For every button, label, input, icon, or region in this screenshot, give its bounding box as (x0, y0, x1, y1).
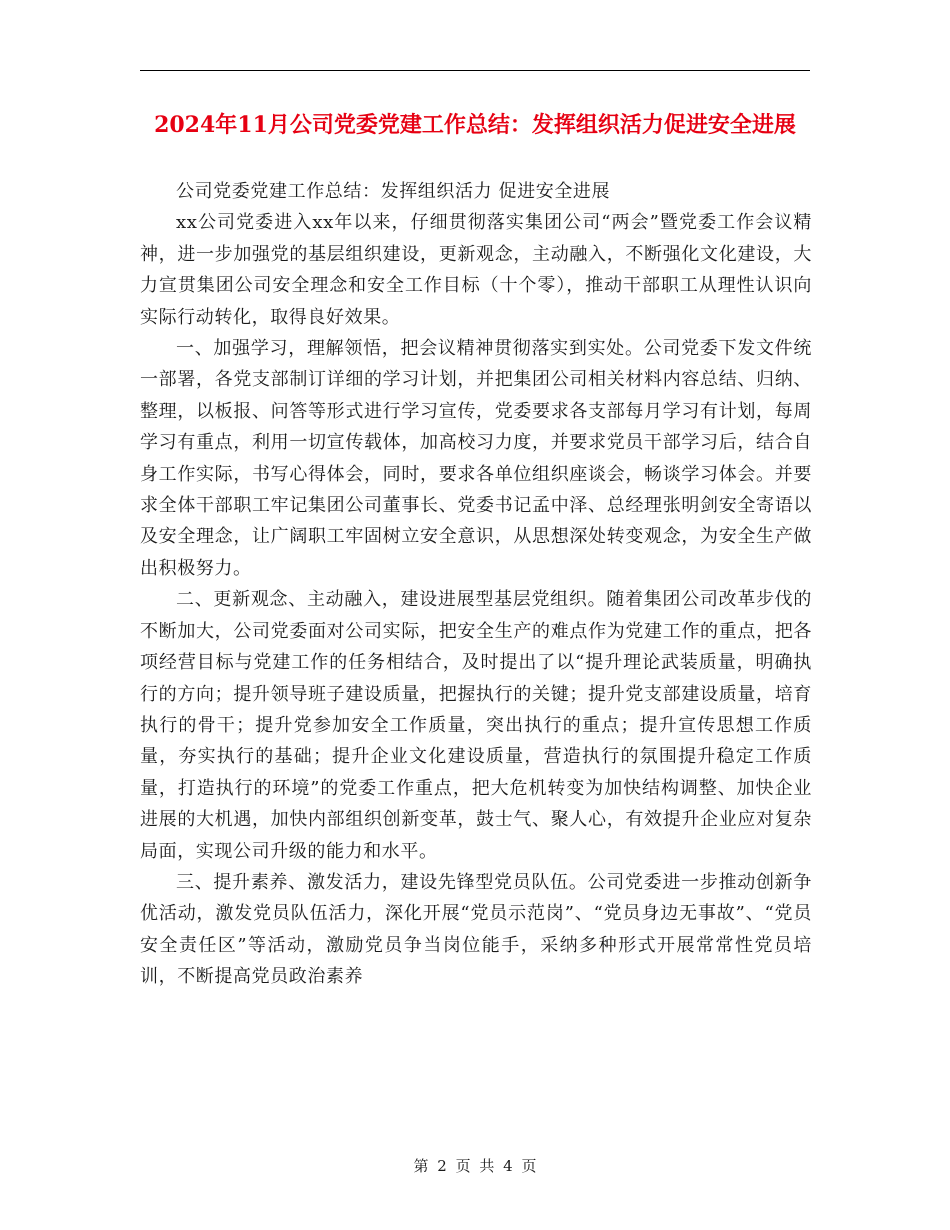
subtitle-paragraph: 公司党委党建工作总结：发挥组织活力 促进安全进展 (176, 181, 611, 202)
document-title: 2024年11月公司党委党建工作总结：发挥组织活力促进安全进展 (154, 112, 796, 138)
section-three-paragraph: 三、提升素养、激发活力，建设先锋型党员队伍。公司党委进一步推动创新争优活动，激发党员队伍活力，深化开展“党员示范岗”、“党员身边无事故”、“党员安全责任区”等活动，激励党员争当岗位能手，采纳多种形式开展常常性党员培训，不断提高党员政治素养 (140, 871, 812, 988)
section-one-paragraph: 一、加强学习，理解领悟，把会议精神贯彻落实到实处。公司党委下发文件统一部署，各党支部制订详细的学习计划，并把集团公司相关材料内容总结、归纳、整理，以板报、问答等形式进行学习宣传，党委要求各支部每月学习有计划，每周学习有重点，利用一切宣传载体，加高校习力度，并要求党员干部学习后，结合自身工作实际，书写心得体会，同时，要求各单位组织座谈会，畅谈学习体会。并要求全体干部职工牢记集团公司董事长、党委书记孟中泽、总经理张明剑安全寄语以及安全理念，让广阔职工牢固树立安全意识，从思想深处转变观念，为安全生产做出积极努力。 (140, 338, 812, 579)
intro-paragraph: xx公司党委进入xx年以来，仔细贯彻落实集团公司“两会”暨党委工作会议精神，进一步加强党的基层组织建设，更新观念，主动融入，不断强化文化建设，大力宣贯集团公司安全理念和安全工作目标（十个零），推动干部职工从理性认识向实际行动转化，取得良好效果。 (140, 212, 812, 328)
section-two-paragraph: 二、更新观念、主动融入，建设进展型基层党组织。随着集团公司改革步伐的不断加大，公司党委面对公司实际，把安全生产的难点作为党建工作的重点，把各项经营目标与党建工作的任务相结合，及时提出了以“提升理论武装质量，明确执行的方向；提升领导班子建设质量，把握执行的关键；提升党支部建设质量，培育执行的骨干；提升党参加安全工作质量，突出执行的重点；提升宣传思想工作质量，夯实执行的基础；提升企业文化建设质量，营造执行的氛围提升稳定工作质量，打造执行的环境”的党委工作重点，把大危机转变为加快结构调整、加快企业进展的大机遇，加快内部组织创新变革，鼓士气、聚人心，有效提升企业应对复杂局面，实现公司升级的能力和水平。 (140, 589, 812, 862)
page-number-footer: 第 2 页 共 4 页 (413, 1157, 537, 1175)
header-rule (140, 70, 810, 71)
document-body (140, 176, 812, 993)
